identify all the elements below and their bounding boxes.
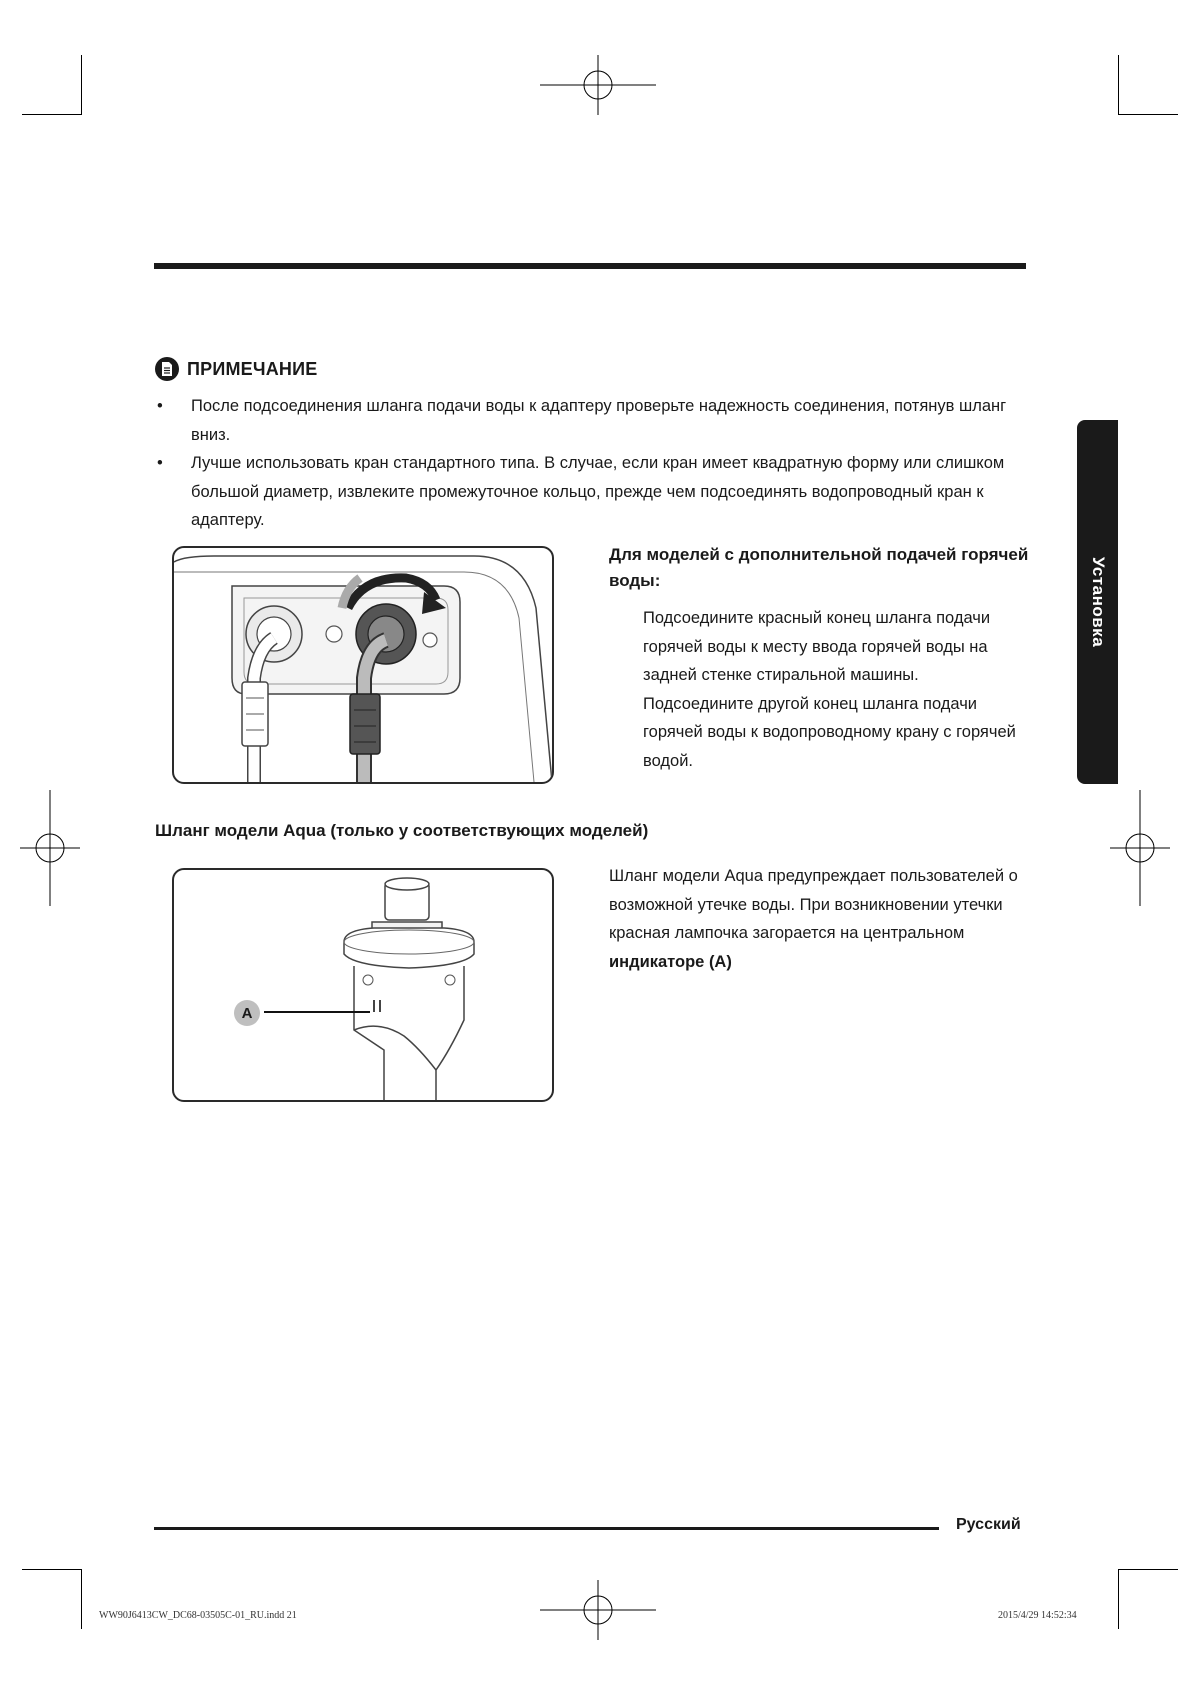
- aqua-text-regular: Шланг модели Aqua предупреждает пользователей о возможной утечке воды. При возникновении утечки красная лампочка загорается на центральном: [609, 867, 1018, 942]
- note-item-text: Лучше использовать кран стандартного типа. В случае, если кран имеет квадратную форму или слишком большой диаметр, извлеките промежуточное кольцо, прежде чем подсоединять водопроводный кран к адаптеру.: [191, 454, 1005, 529]
- note-list: [155, 392, 1025, 535]
- aqua-hose-text: [609, 862, 1029, 976]
- crop-mark: [1118, 1569, 1178, 1570]
- side-tab-label: Установка: [1088, 556, 1108, 648]
- note-document-icon: [155, 357, 179, 381]
- note-title: ПРИМЕЧАНИЕ: [187, 358, 318, 379]
- hot-water-inlet-illustration: [172, 546, 554, 784]
- bullet-marker: •: [157, 454, 163, 472]
- language-label: Русский: [956, 1516, 1021, 1533]
- list-item: [155, 449, 1025, 535]
- bullet-marker: •: [157, 397, 163, 415]
- note-item-text: После подсоединения шланга подачи воды к адаптеру проверьте надежность соединения, потянув шланг вниз.: [191, 397, 1007, 444]
- registration-mark-right: [1110, 790, 1170, 906]
- section-side-tab: [1077, 420, 1118, 784]
- crop-mark: [22, 1569, 82, 1570]
- aqua-hose-illustration: [172, 868, 554, 1102]
- print-timestamp: 2015/4/29 14:52:34: [998, 1610, 1077, 1621]
- callout-a-badge: [234, 1000, 260, 1026]
- top-rule: [154, 263, 1026, 269]
- bottom-rule: [154, 1527, 939, 1530]
- registration-mark-bottom: [540, 1580, 656, 1640]
- crop-mark: [81, 1569, 82, 1629]
- aqua-hose-heading: Шланг модели Aqua (только у соответствующих моделей): [155, 821, 649, 840]
- aqua-text-bold: индикаторе (A): [609, 952, 732, 971]
- registration-mark-top: [540, 55, 656, 115]
- note-header: [155, 355, 317, 383]
- crop-mark: [81, 55, 82, 115]
- list-item: [155, 392, 1025, 449]
- hot-water-heading: Для моделей с дополнительной подачей горячей воды:: [609, 545, 1029, 590]
- file-slug: WW90J6413CW_DC68-03505C-01_RU.indd 21: [99, 1610, 297, 1621]
- crop-mark: [1118, 1569, 1119, 1629]
- callout-a-label: A: [241, 1004, 253, 1022]
- hot-water-text: Подсоедините красный конец шланга подачи горячей воды к месту ввода горячей воды на задней стенке стиральной машины. Подсоедините другой конец шланга подачи горячей воды к водопроводному крану с горячей водой.: [643, 609, 1016, 770]
- crop-mark: [1118, 55, 1119, 115]
- registration-mark-left: [20, 790, 80, 906]
- crop-mark: [22, 114, 82, 115]
- crop-mark: [1118, 114, 1178, 115]
